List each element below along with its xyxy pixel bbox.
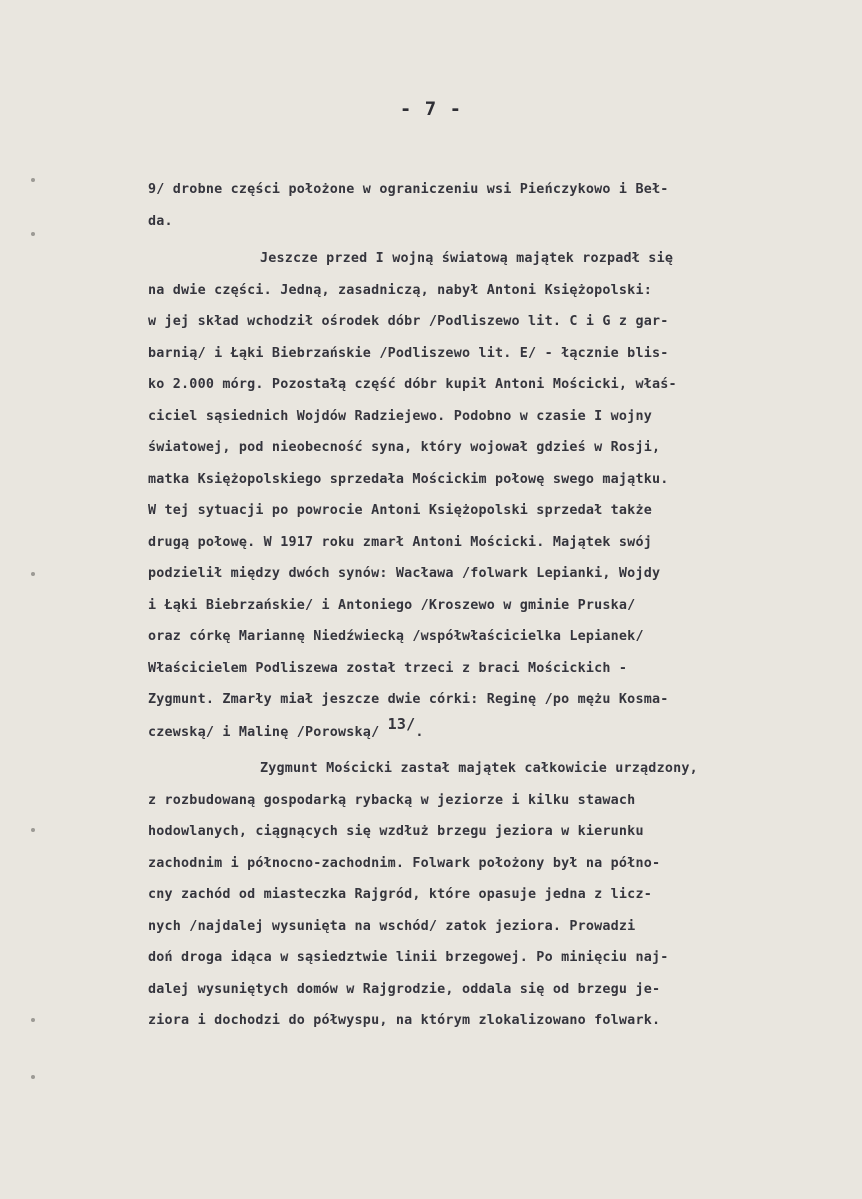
text-line: W tej sytuacji po powrocie Antoni Księżopolski sprzedał także: [148, 503, 652, 518]
text-line: podzielił między dwóch synów: Wacława /folwark Lepianki, Wojdy: [148, 566, 661, 581]
paragraph: [148, 753, 838, 1037]
text-line: da.: [148, 213, 173, 229]
text-line: ko 2.000 mórg. Pozostałą część dóbr kupił Antoni Mościcki, właś-: [148, 377, 677, 392]
punch-hole-mark: [31, 572, 35, 576]
text-line: Zygmunt Mościcki zastał majątek całkowicie urządzony,: [260, 761, 698, 776]
document-body: [148, 174, 838, 1037]
text-line: drugą połowę. W 1917 roku zmarł Antoni Mościcki. Majątek swój: [148, 534, 652, 550]
punch-hole-mark: [31, 178, 35, 182]
text-line: ciciel sąsiednich Wojdów Radziejewo. Podobno w czasie I wojny: [148, 408, 652, 424]
text-line: Jeszcze przed I wojną światową majątek rozpadł się: [260, 251, 674, 266]
text-line: nych /najdalej wysunięta na wschód/ zatok jeziora. Prowadzi: [148, 918, 636, 934]
text-line: i Łąki Biebrzańskie/ i Antoniego /Kroszewo w gminie Pruska/: [148, 597, 636, 613]
text-line: ziora i dochodzi do półwyspu, na którym zlokalizowano folwark.: [148, 1013, 661, 1028]
sentence-end-mark: .: [415, 724, 424, 740]
text-line: światowej, pod nieobecność syna, który wojował gdzieś w Rosji,: [148, 440, 661, 455]
text-line: oraz córkę Mariannę Niedźwiecką /współwłaścicielka Lepianek/: [148, 629, 644, 644]
text-line: Zygmunt. Zmarły miał jeszcze dwie córki: Reginę /po mężu Kosma-: [148, 692, 669, 707]
text-line: matka Księżopolskiego sprzedała Mościckim połowę swego majątku.: [148, 471, 669, 487]
text-line: zachodnim i północno-zachodnim. Folwark położony był na półno-: [148, 855, 661, 871]
punch-hole-mark: [31, 1018, 35, 1022]
punch-hole-mark: [31, 828, 35, 832]
text-line: Właścicielem Podliszewa został trzeci z braci Mościckich -: [148, 660, 628, 676]
text-line: doń droga idąca w sąsiedztwie linii brzegowej. Po minięciu naj-: [148, 950, 669, 965]
text-line: cny zachód od miasteczka Rajgród, które opasuje jedna z licz-: [148, 887, 652, 902]
text-line: [148, 716, 838, 748]
text-line: w jej skład wchodził ośrodek dóbr /Podliszewo lit. C i G z gar-: [148, 314, 669, 329]
text-line-content: czewską/ i Malinę /Porowską/: [148, 724, 380, 740]
text-line: dalej wysuniętych domów w Rajgrodzie, oddala się od brzegu je-: [148, 981, 661, 997]
footnote-reference: 13/: [387, 714, 416, 733]
text-line: na dwie części. Jedną, zasadniczą, nabył Antoni Księżopolski:: [148, 282, 652, 298]
text-line: barnią/ i Łąki Biebrzańskie /Podliszewo lit. E/ - łącznie blis-: [148, 345, 669, 361]
paragraph: [148, 243, 838, 747]
text-line: hodowlanych, ciągnących się wzdłuż brzegu jeziora w kierunku: [148, 824, 644, 839]
page-number: - 7 -: [399, 98, 463, 120]
text-line: 9/ drobne części położone w ograniczeniu wsi Pieńczykowo i Beł-: [148, 182, 669, 197]
paragraph: [148, 174, 838, 237]
text-line: z rozbudowaną gospodarką rybacką w jeziorze i kilku stawach: [148, 792, 636, 808]
punch-hole-mark: [31, 1075, 35, 1079]
punch-hole-mark: [31, 232, 35, 236]
